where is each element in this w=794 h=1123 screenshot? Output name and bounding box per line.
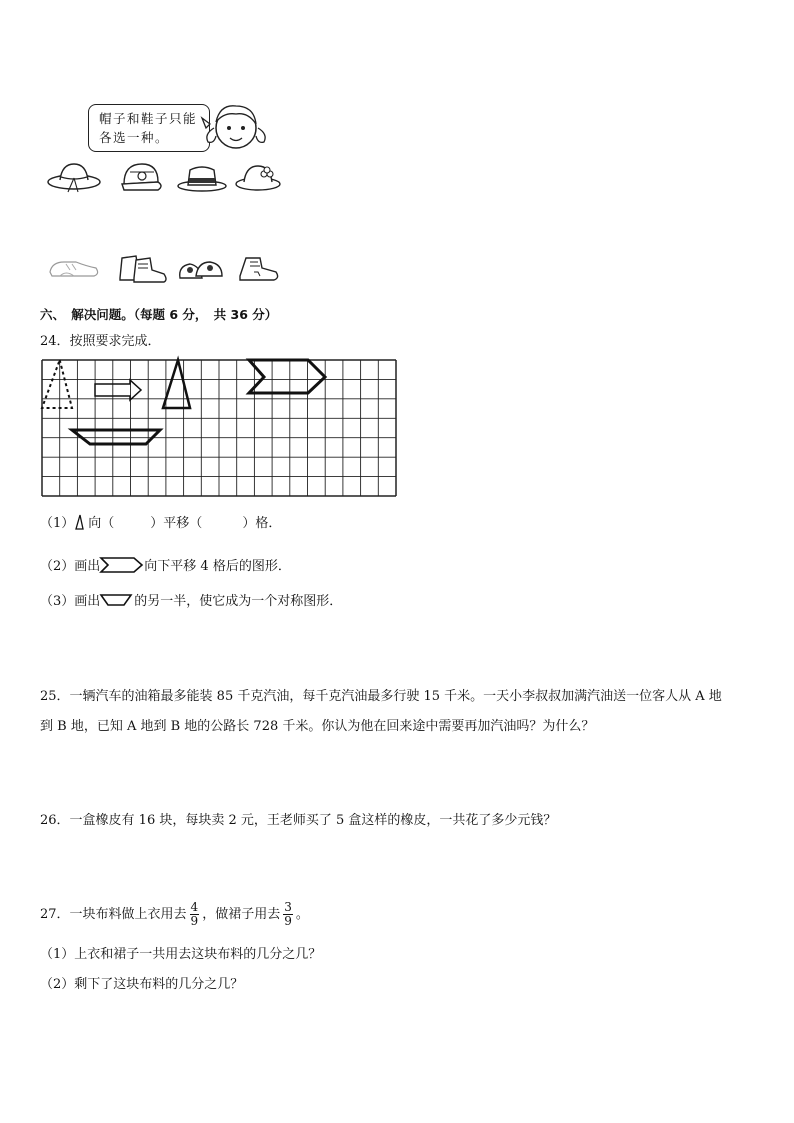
q24-sub2-text: 向下平移 4 格后的图形． bbox=[144, 559, 291, 574]
hats-row bbox=[46, 160, 286, 200]
shoes-row bbox=[46, 250, 286, 286]
translation-arrow bbox=[95, 380, 141, 400]
speech-bubble bbox=[88, 104, 210, 152]
q24-sub3-text: 的另一半，使它成为一个对称图形． bbox=[134, 594, 343, 609]
dotted-triangle-shape bbox=[42, 360, 72, 408]
q25-line1: 25．一辆汽车的油箱最多能装 85 千克汽油，每千克汽油最多行驶 15 千米。一天小李叔叔加满汽油送一位客人从 A 地 bbox=[40, 689, 722, 704]
q24-sub3 bbox=[40, 592, 342, 611]
chevron-shape bbox=[249, 360, 325, 393]
section-title: 六、 解决问题。（每题 6 分， 共 36 分） bbox=[40, 307, 278, 322]
sun-hat-icon bbox=[48, 164, 100, 192]
boots-icon bbox=[120, 256, 166, 282]
small-chevron-icon bbox=[100, 556, 144, 574]
q27-prefix: 27．一块布料做上衣用去 bbox=[40, 907, 187, 922]
small-trapezoid-icon bbox=[100, 592, 134, 608]
half-trapezoid-shape bbox=[72, 430, 160, 444]
q27-suffix: 。 bbox=[295, 907, 309, 922]
q27-sub2: （2）剩下了这块布料的几分之几？ bbox=[40, 977, 244, 992]
q25-line2: 到 B 地，已知 A 地到 B 地的公路长 728 千米。你认为他在回来途中需要再加汽油吗？为什么？ bbox=[40, 719, 595, 734]
q24-title: 24．按照要求完成． bbox=[40, 334, 161, 349]
q27-fraction-1 bbox=[190, 901, 200, 928]
q27-frac2-den: 9 bbox=[284, 914, 292, 928]
q26-line1: 26．一盒橡皮有 16 块，每块卖 2 元，王老师买了 5 盒这样的橡皮，一共花了多少元钱？ bbox=[40, 813, 557, 828]
cap-icon bbox=[122, 164, 161, 190]
girl-face-icon bbox=[200, 98, 270, 162]
q24-sub2-prefix: （2）画出 bbox=[40, 559, 101, 574]
speech-bubble-line1: 帽子和鞋子只能 bbox=[99, 111, 198, 126]
solid-triangle-shape bbox=[163, 360, 190, 408]
q24-sub1-prefix: （1） bbox=[40, 516, 75, 531]
flower-hat-icon bbox=[236, 166, 280, 190]
grid-figure bbox=[42, 360, 398, 498]
q27-line1 bbox=[40, 898, 309, 932]
sport-shoes-icon bbox=[240, 258, 278, 280]
sneaker-icon bbox=[50, 262, 98, 276]
grid-lines bbox=[42, 360, 396, 496]
q24-sub2 bbox=[40, 556, 291, 576]
speech-bubble-line2: 各选一种。 bbox=[99, 130, 170, 145]
q27-fraction-2 bbox=[283, 901, 293, 928]
q27-frac1-den: 9 bbox=[190, 914, 199, 928]
q27-frac2-num: 3 bbox=[284, 900, 292, 914]
q24-sub1 bbox=[40, 514, 281, 533]
q24-sub3-prefix: （3）画出 bbox=[40, 594, 101, 609]
q27-sub1: （1）上衣和裙子一共用去这块布料的几分之几？ bbox=[40, 947, 322, 962]
kids-shoes-icon bbox=[180, 262, 222, 278]
fedora-icon bbox=[178, 167, 226, 191]
q27-frac1-num: 4 bbox=[190, 900, 199, 914]
q24-sub1-text-b: ）平移（ bbox=[150, 516, 203, 531]
small-triangle-icon bbox=[74, 514, 88, 530]
q27-middle: ，做裙子用去 bbox=[202, 907, 281, 922]
q24-sub1-text-c: ）格． bbox=[242, 516, 282, 531]
q24-sub1-text-a: 向（ bbox=[88, 516, 115, 531]
